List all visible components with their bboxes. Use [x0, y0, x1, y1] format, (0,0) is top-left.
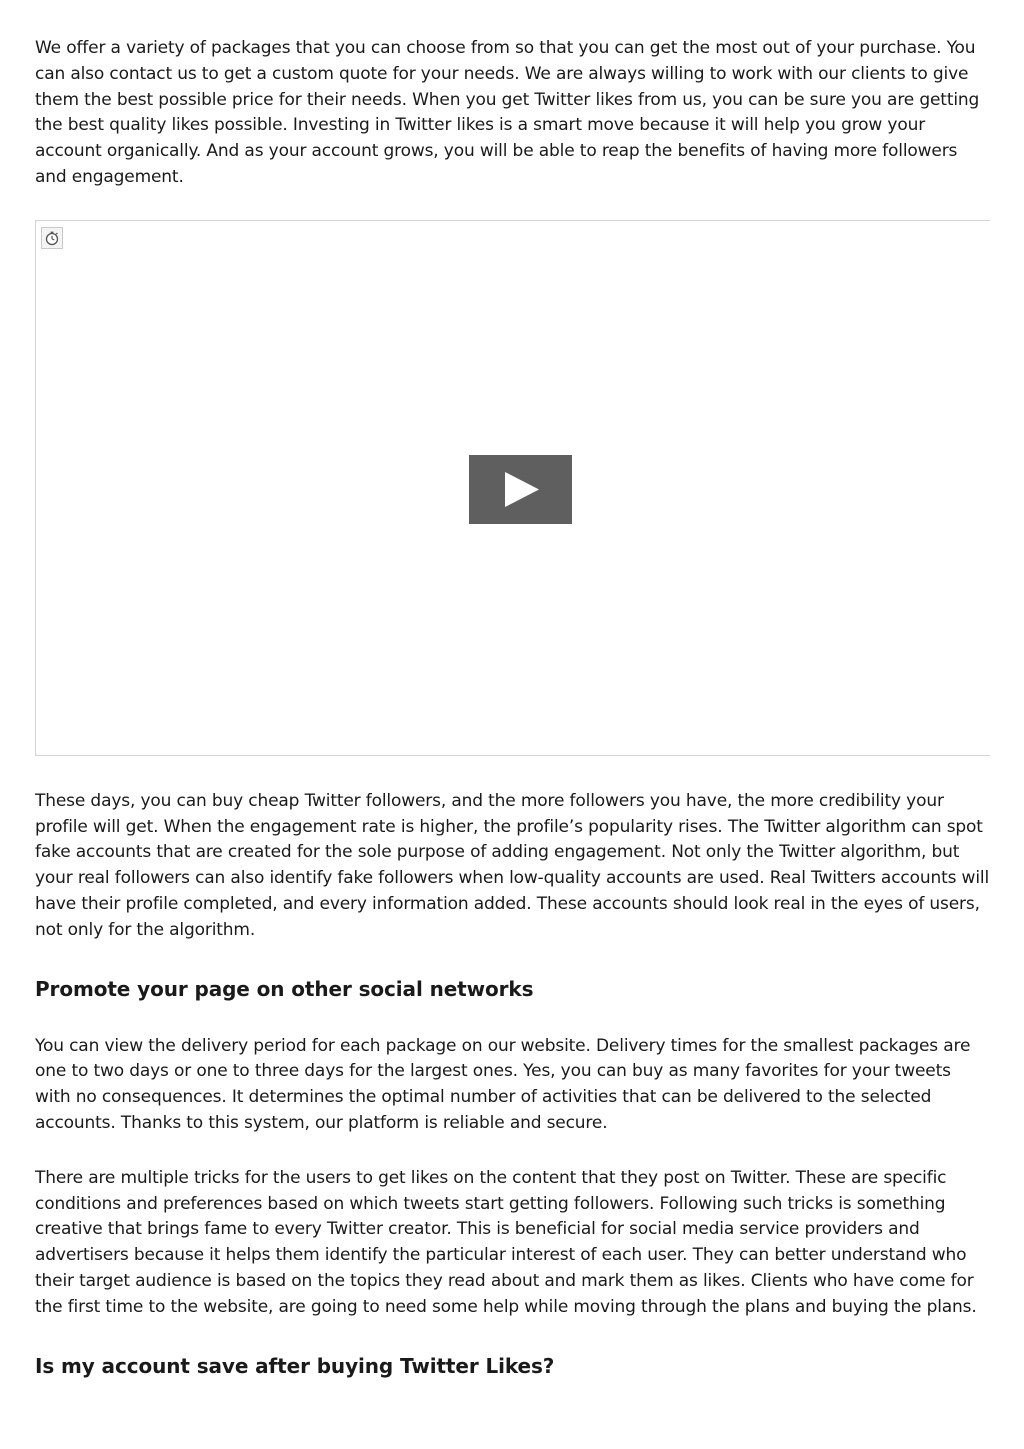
followers-paragraph: These days, you can buy cheap Twitter followers, and the more followers you have, the more credibility your profile will get. When the engagement rate is higher, the profile’s popularity rises. The Twitter algorithm can spot fake accounts that are created for the sole purpose of adding engagement. Not only the Twitter algorithm, but your real followers can also identify fake followers when low-quality accounts are used. Real Twitters accounts will have their profile completed, and every information added. These accounts should look real in the eyes of users, not only for the algorithm. — [35, 790, 990, 940]
delivery-paragraph: You can view the delivery period for each package on our website. Delivery times for the smallest packages are one to two days or one to three days for the largest ones. Yes, you can buy as many favorites for your tweets with no consequences. It determines the optimal number of activities that can be delivered to the selected accounts. Thanks to this system, our platform is reliable and secure. — [35, 1035, 971, 1133]
embedded-video[interactable] — [35, 220, 990, 756]
play-icon — [469, 455, 572, 524]
intro-paragraph: We offer a variety of packages that you can choose from so that you can get the most out of your purchase. You can also contact us to get a custom quote for your needs. We are always willing to work with our clients to give them the best possible price for their needs. When you get Twitter likes from us, you can be sure you are getting the best quality likes possible. Investing in Twitter likes is a smart move because it will help you grow your account organically. And as your account grows, you will be able to reap the benefits of having more followers and engagement. — [35, 38, 980, 187]
tricks-paragraph: There are multiple tricks for the users to get likes on the content that they post on Twitter. These are specific conditions and preferences based on which tweets start getting followers. Following such tricks is something creative that brings fame to every Twitter creator. This is beneficial for social media service providers and advertisers because it helps them identify the particular interest of each user. They can better understand who their target audience is based on the topics they read about and mark them as likes. Clients who have come for the first time to the website, are going to need some help while moving through the plans and buying the plans. — [35, 1167, 977, 1317]
section-heading-account-safety: Is my account save after buying Twitter Likes? — [35, 1353, 555, 1378]
play-button[interactable] — [469, 455, 572, 524]
article-content — [35, 36, 990, 1380]
clock-icon — [41, 227, 63, 249]
section-heading-promote: Promote your page on other social networks — [35, 976, 534, 1001]
